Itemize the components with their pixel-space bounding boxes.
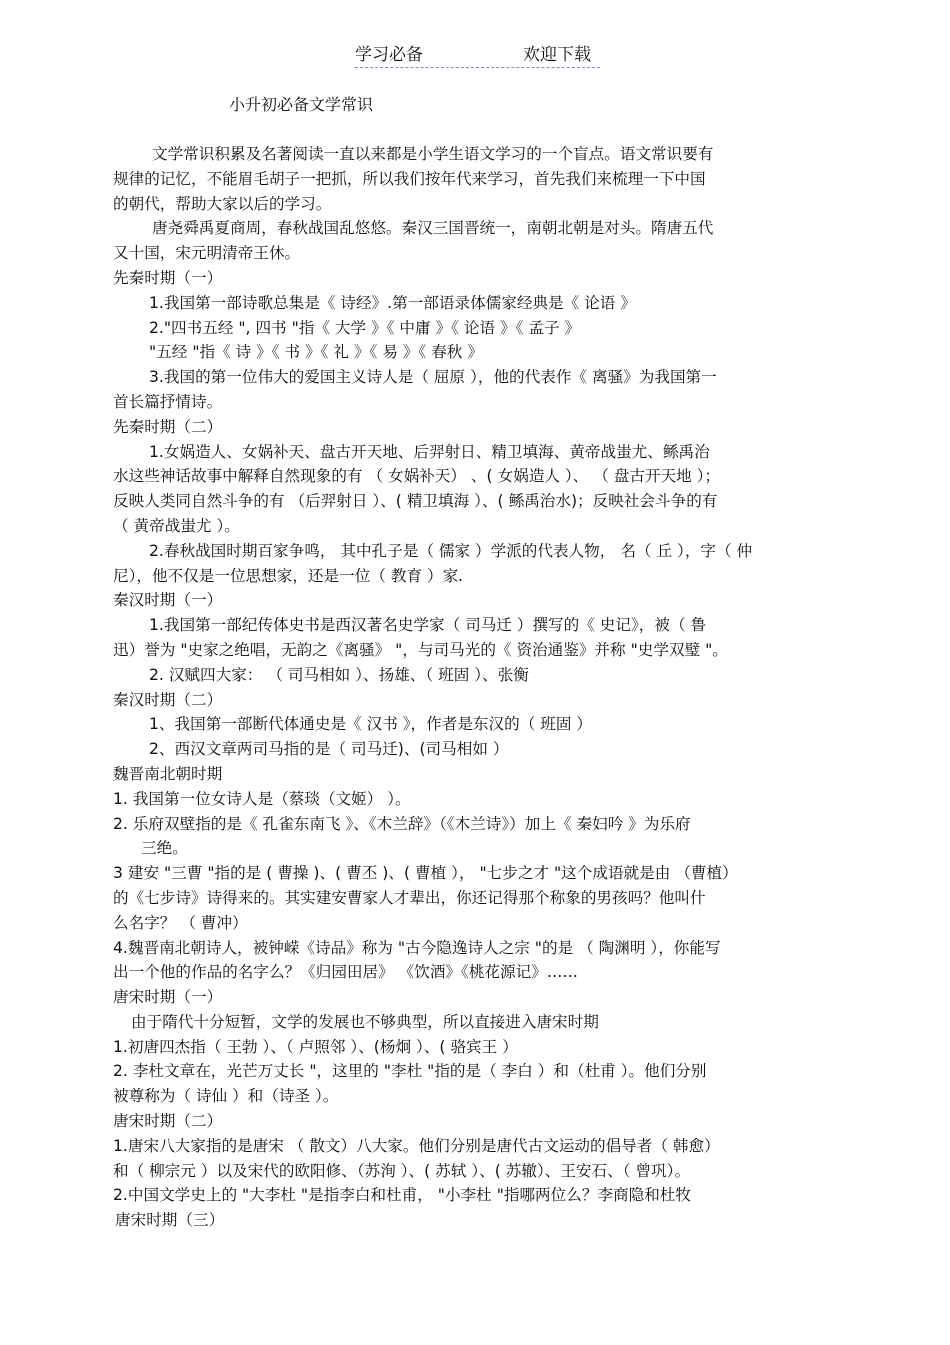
text-line: 2. 汉赋四大家： （ 司马相如 ）、扬雄、（ 班固 ）、张衡 (149, 665, 529, 684)
text-line: 出一个他的作品的名字么？《归园田居》 《饮酒》《桃花源记》…… (113, 963, 578, 982)
text-line: 由于隋代十分短暂，文学的发展也不够典型，所以直接进入唐宋时期 (131, 1012, 599, 1031)
text-line: 1. 我国第一位女诗人是（蔡琰（文姬） ）。 (113, 789, 411, 808)
text-line: 1.女娲造人、女娲补天、盘古开天地、后羿射日、精卫填海、黄帝战蚩尤、鲧禹治 (149, 442, 710, 461)
text-line: 迅）誉为 "史家之绝唱，无韵之《离骚》 "，与司马光的《 资治通鉴》并称 "史学双璧 "。 (113, 640, 728, 659)
text-line: 尼），他不仅是一位思想家，还是一位（ 教育 ）家. (113, 566, 464, 585)
header-right-text: 欢迎下载 (523, 45, 591, 65)
text-line: 文学常识积累及名著阅读一直以来都是小学生语文学习的一个盲点。语文常识要有 (152, 145, 714, 163)
text-line: 2. 李杜文章在，光芒万丈长 "，这里的 "李杜 "指的是（ 李白 ）和（杜甫 ）。他们分别 (113, 1062, 707, 1081)
text-line: 3.我国的第一位伟大的爱国主义诗人是（ 屈原 ），他的代表作《 离骚》为我国第一 (149, 368, 717, 387)
text-line: 的朝代，帮助大家以后的学习。 (113, 194, 332, 213)
document-title: 小升初必备文学常识 (229, 95, 374, 114)
text-line: 2.春秋战国时期百家争鸣， 其中孔子是（ 儒家 ）学派的代表人物， 名（ 丘 ），字（ 仲 (149, 541, 753, 560)
text-line: 规律的记忆，不能眉毛胡子一把抓，所以我们按年代来学习，首先我们来梳理一下中国 (113, 169, 706, 188)
document-body (113, 142, 839, 1233)
header-left-text: 学习必备 (355, 45, 423, 65)
text-line: 先秦时期（一） (113, 268, 223, 287)
text-line: 1、我国第一部断代体通史是《 汉书 》，作者是东汉的（ 班固 ） (149, 715, 592, 734)
text-line: 唐尧舜禹夏商周，春秋战国乱悠悠。秦汉三国晋统一，南朝北朝是对头。隋唐五代 (152, 219, 714, 238)
text-line: 唐宋时期（三） (115, 1211, 225, 1230)
text-line: 1.初唐四杰指（ 王勃 ）、（ 卢照邻 ）、(杨炯 ）、( 骆宾王 ） (113, 1037, 518, 1056)
text-line: 秦汉时期（一） (113, 591, 223, 610)
text-line: 1.唐宋八大家指的是唐宋 （ 散文）八大家。他们分别是唐代古文运动的倡导者（ 韩愈） (113, 1136, 720, 1155)
text-line: 和（ 柳宗元 ）以及宋代的欧阳修、（苏洵 ）、( 苏轼 ）、( 苏辙）、王安石、（ 曾巩）。 (113, 1161, 691, 1180)
text-line: 水这些神话故事中解释自然现象的有 （ 女娲补天） 、( 女娲造人 ）、 （ 盘古开天地 ）； (113, 467, 721, 486)
text-line: 被尊称为（ 诗仙 ）和（诗圣 ）。 (113, 1087, 339, 1106)
text-line: 2.中国文学史上的 "大李杜 "是指李白和杜甫， "小李杜 "指哪两位么？李商隐和杜牧 (113, 1186, 691, 1205)
text-line: 秦汉时期（二） (113, 690, 223, 709)
text-line: 反映人类同自然斗争的有 （后羿射日 ）、( 精卫填海 ）、( 鲧禹治水)；反映社会斗争的有 (113, 492, 718, 511)
text-line: 1.我国第一部纪传体史书是西汉著名史学家（ 司马迁 ）撰写的《 史记》，被（ 鲁 (149, 616, 707, 635)
text-line: （ 黄帝战蚩尤 ）。 (113, 516, 240, 535)
page-header (355, 40, 600, 68)
text-line: 3 建安 "三曹 "指的是 ( 曹操 )、( 曹丕 )、( 曹植 ）， "七步之才 "这个成语就是由 （曹植） (113, 864, 738, 883)
text-line: 三绝。 (141, 839, 188, 858)
text-line: "五经 "指《 诗 》《 书 》《 礼 》《 易 》《 春秋 》 (149, 343, 483, 362)
text-line: 么名字？ （ 曹冲） (113, 913, 248, 932)
text-line: 2. 乐府双壁指的是《 孔雀东南飞 》、《木兰辞》（《木兰诗》）加上《 秦妇吟 》为乐府 (113, 814, 691, 833)
text-line: 先秦时期（二） (113, 417, 223, 436)
text-line: 2."四书五经 ", 四书 "指《 大学 》《 中庸 》《 论语 》《 孟子 》 (149, 318, 581, 337)
text-line: 1.我国第一部诗歌总集是《 诗经》.第一部语录体儒家经典是《 论语 》 (149, 293, 636, 312)
text-line: 的《七步诗》诗得来的。其实建安曹家人才辈出，你还记得那个称象的男孩吗？他叫什 (113, 888, 706, 907)
text-line: 唐宋时期（一） (113, 988, 223, 1007)
text-line: 又十国，宋元明清帝王休。 (113, 244, 301, 263)
text-line: 4.魏晋南北朝诗人，被钟嵘《诗品》称为 "古今隐逸诗人之宗 "的是 （ 陶渊明 ），你能写 (113, 938, 721, 957)
text-line: 首长篇抒情诗。 (113, 392, 223, 411)
text-line: 2、西汉文章两司马指的是（ 司马迁)、(司马相如 ） (149, 740, 509, 759)
text-line: 魏晋南北朝时期 (113, 764, 223, 783)
text-line: 唐宋时期（二） (113, 1112, 223, 1131)
